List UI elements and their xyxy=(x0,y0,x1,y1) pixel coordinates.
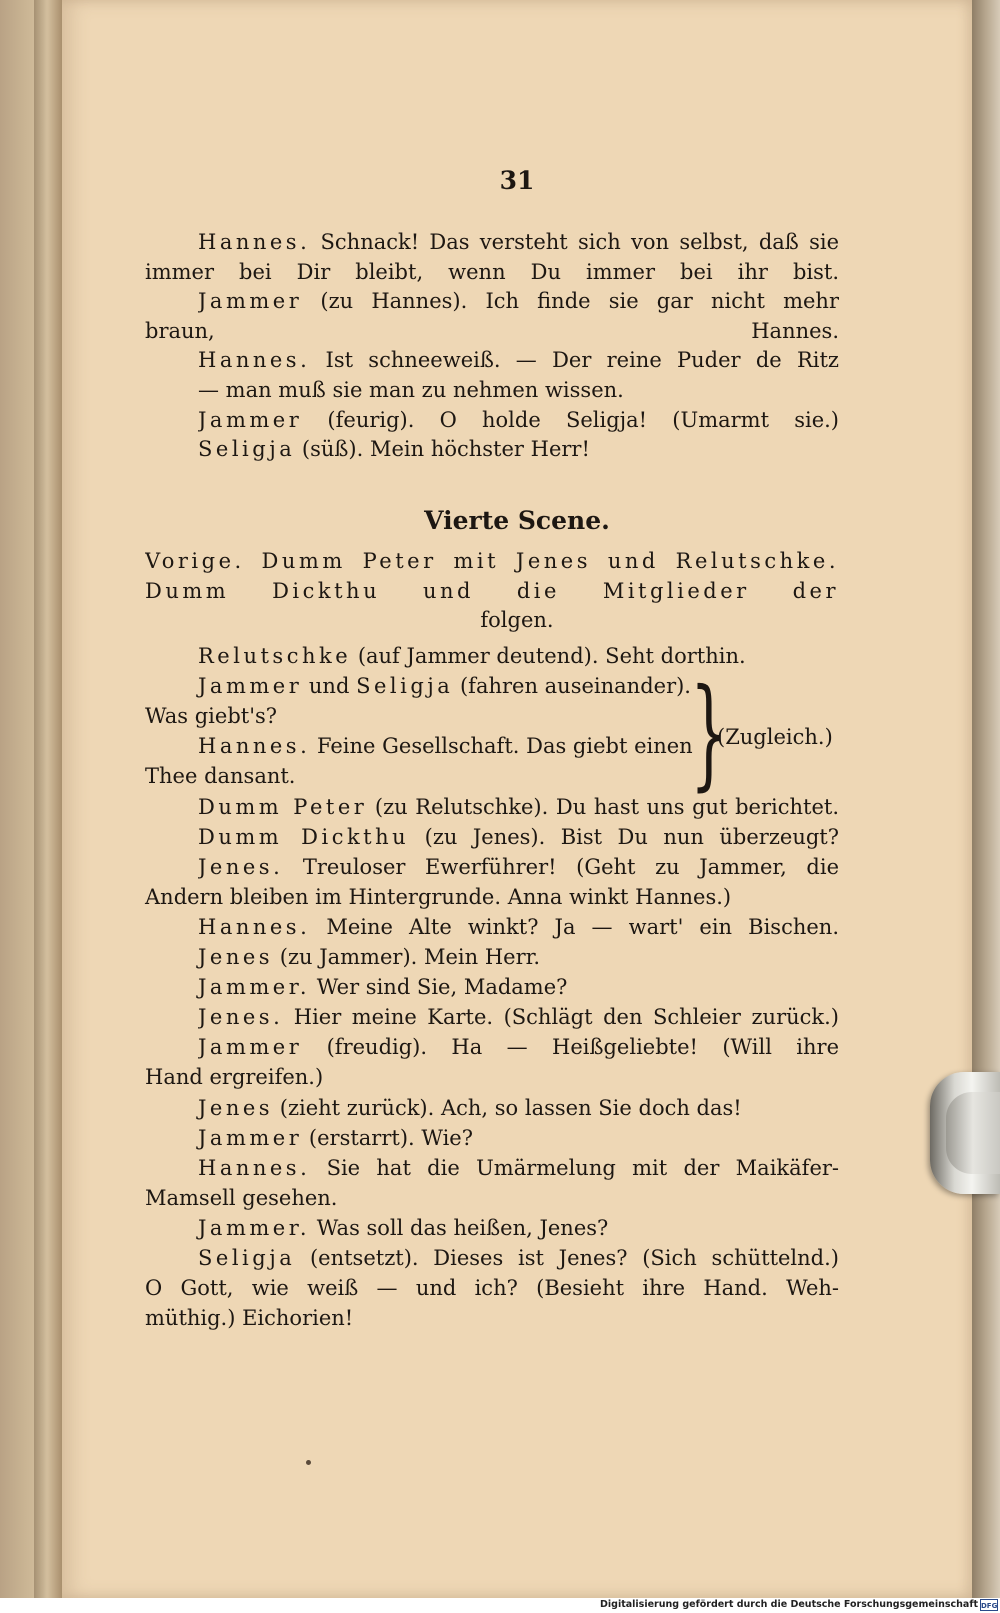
page-clip-inner xyxy=(946,1092,1000,1174)
spine-shadow xyxy=(34,0,48,1598)
speaker-name: Seligja xyxy=(198,437,296,462)
dialogue-text: braun, Hannes. xyxy=(145,318,839,343)
dialogue-text: Feine Gesellschaft. Das giebt einen xyxy=(310,734,693,759)
dialogue-text: Treuloser Ewerführer! (Geht zu Jammer, die xyxy=(283,854,839,879)
dialogue-line xyxy=(145,1183,839,1213)
speaker-name: Relutschke xyxy=(198,644,352,668)
dialogue-text: (zu Hannes). Ich finde sie gar nicht mehr xyxy=(302,289,839,314)
dialogue-text: (zieht zurück). Ach, so lassen Sie doch das! xyxy=(273,1095,742,1120)
speaker-name: Hannes. xyxy=(198,734,311,759)
dialogue-line xyxy=(198,942,839,972)
dialogue-line xyxy=(198,1213,839,1243)
book-edge xyxy=(0,0,62,1598)
speaker-name: Dumm Peter xyxy=(198,794,368,819)
dialogue-text: müthig.) Eichorien! xyxy=(145,1306,354,1331)
page-number: 31 xyxy=(499,166,535,195)
stage-direction-line: folgen. xyxy=(480,608,554,632)
speaker-name: Seligja xyxy=(356,674,454,699)
dialogue-text: Was soll das heißen, Jenes? xyxy=(310,1215,609,1240)
dialogue-line xyxy=(145,1273,839,1303)
dialogue-text: (zu Jenes). Bist Du nun überzeugt? xyxy=(409,824,839,849)
dialogue-text: (fahren auseinander). xyxy=(453,674,691,699)
dialogue-text: Meine Alte winkt? Ja — wart' ein Bischen. xyxy=(310,914,839,939)
dialogue-line xyxy=(198,1032,839,1062)
brace-glyph: } xyxy=(690,664,729,803)
dialogue-text: (erstarrt). Wie? xyxy=(302,1125,473,1150)
dialogue-line xyxy=(145,882,839,912)
dialogue-line xyxy=(198,286,839,316)
speaker-name: Jammer. xyxy=(198,1215,311,1240)
dialogue-text: Sie hat die Umärmelung mit der Maikäfer- xyxy=(310,1155,839,1180)
dialogue-text: Hand ergreifen.) xyxy=(145,1065,324,1090)
dialogue-line xyxy=(198,641,839,671)
dialogue-text: (zu Relutschke). Du hast uns gut berichtet. xyxy=(367,794,839,819)
dialogue-text: (zu Jammer). Mein Herr. xyxy=(273,945,541,969)
dialogue-line xyxy=(198,345,839,375)
dialogue-text: Hier meine Karte. (Schlägt den Schleier zurück.) xyxy=(283,1005,839,1030)
dialogue-text: (süß). Mein höchster Herr! xyxy=(295,437,590,462)
footer-credit: Digitalisierung gefördert durch die Deutsche Forschungsgemeinschaft xyxy=(600,1599,978,1610)
dialogue-line xyxy=(198,822,839,852)
dialogue-line xyxy=(198,1002,839,1032)
dialogue-text: — man muß sie man zu nehmen wissen. xyxy=(198,378,624,402)
dialogue-text: Mamsell gesehen. xyxy=(145,1185,338,1210)
speaker-name: Jammer xyxy=(198,1035,303,1060)
speaker-name: Jenes xyxy=(198,945,274,969)
dialogue-line xyxy=(145,257,839,287)
dialogue-line xyxy=(198,792,839,822)
dialogue-line xyxy=(198,405,839,435)
dialogue-line xyxy=(198,671,839,701)
speaker-name: Dumm Dickthu xyxy=(198,824,410,849)
scene-heading: Vierte Scene. xyxy=(424,506,610,535)
dialogue-text: O Gott, wie weiß — und ich? (Besieht ihre Hand. Weh- xyxy=(145,1276,839,1301)
dialogue-line xyxy=(145,1303,839,1333)
ink-dot xyxy=(306,1460,311,1465)
stage-direction-line: Vorige. Dumm Peter mit Jenes und Relutschke. xyxy=(145,549,839,573)
speaker-name: Hannes. xyxy=(198,348,311,373)
dialogue-line xyxy=(198,972,839,1002)
speaker-name: Jammer. xyxy=(198,975,311,1000)
dialogue-line xyxy=(198,375,839,405)
dialogue-text: Wer sind Sie, Madame? xyxy=(310,975,568,1000)
dialogue-line xyxy=(198,852,839,882)
dialogue-text: Schnack! Das versteht sich von selbst, daß sie xyxy=(310,230,839,254)
dialogue-line xyxy=(198,1153,839,1183)
dialogue-text: (freudig). Ha — Heißgeliebte! (Will ihre xyxy=(302,1035,839,1060)
dialogue-line xyxy=(145,761,839,791)
speaker-name: Jenes. xyxy=(198,854,284,879)
dialogue-text: Andern bleiben im Hintergrunde. Anna winkt Hannes.) xyxy=(145,884,732,909)
dialogue-line xyxy=(145,1062,839,1092)
dialogue-text: Ist schneeweiß. — Der reine Puder de Ritz xyxy=(310,348,839,373)
dialogue-line xyxy=(198,227,839,257)
speaker-name: Hannes. xyxy=(198,1155,311,1180)
dialogue-text: und xyxy=(302,674,357,699)
speaker-name: Jammer xyxy=(198,407,303,432)
dialogue-text: Thee dansant. xyxy=(145,764,296,789)
speaker-name: Hannes. xyxy=(198,230,311,254)
speaker-name: Jammer xyxy=(198,289,303,314)
dfg-logo: DFG xyxy=(980,1599,998,1611)
speaker-name: Hannes. xyxy=(198,914,311,939)
speaker-name: Jammer xyxy=(198,674,303,699)
dialogue-line xyxy=(198,1243,839,1273)
speaker-name: Jenes. xyxy=(198,1005,284,1030)
aside-label: (Zugleich.) xyxy=(717,725,833,749)
speaker-name: Seligja xyxy=(198,1246,296,1270)
dialogue-text: (auf Jammer deutend). Seht dorthin. xyxy=(351,644,746,668)
dialogue-line xyxy=(198,1123,839,1153)
stage-direction-line: Dumm Dickthu und die Mitglieder der xyxy=(145,579,839,603)
dialogue-text: (feurig). O holde Seligja! (Umarmt sie.) xyxy=(302,407,839,432)
dialogue-line xyxy=(198,912,839,942)
dialogue-text: (entsetzt). Dieses ist Jenes? (Sich schüttelnd.) xyxy=(295,1246,839,1270)
dialogue-line xyxy=(198,434,839,464)
dialogue-text: Was giebt's? xyxy=(145,704,278,729)
page-edge-right xyxy=(972,0,1000,1598)
dialogue-text: immer bei Dir bleibt, wenn Du immer bei ihr bist. xyxy=(145,259,839,284)
speaker-name: Jenes xyxy=(198,1095,274,1120)
dialogue-line xyxy=(145,316,839,346)
dialogue-line xyxy=(198,1093,839,1123)
speaker-name: Jammer xyxy=(198,1125,303,1150)
